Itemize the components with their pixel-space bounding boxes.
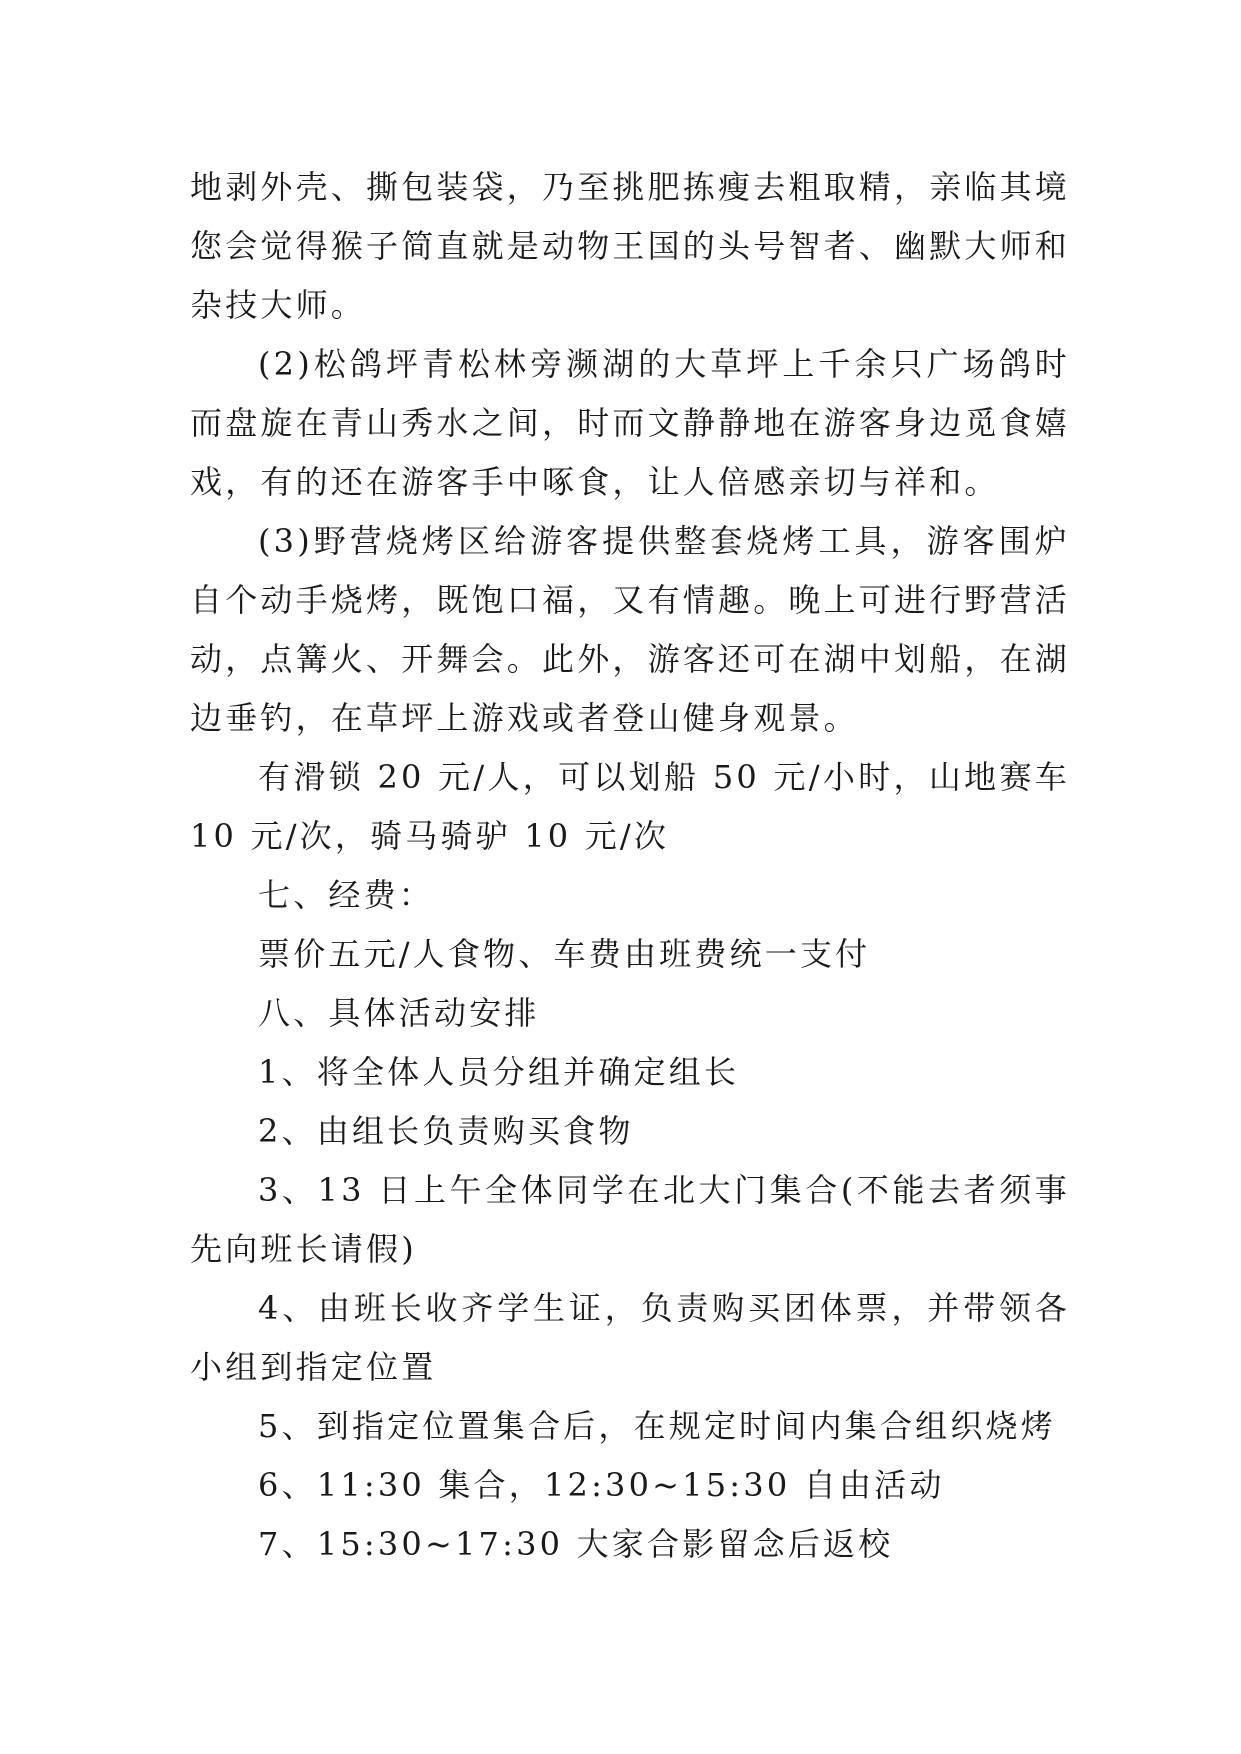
schedule-item-3: 3、13 日上午全体同学在北大门集合(不能去者须事先向班长请假) bbox=[190, 1171, 1070, 1268]
paragraph-bbq-area: (3)野营烧烤区给游客提供整套烧烤工具，游客围炉自个动手烧烤，既饱口福，又有情趣。晚上可进行野营活动，点篝火、开舞会。此外，游客还可在湖中划船，在湖边垂钓，在草坪上游戏或者登山健身观景。 bbox=[190, 522, 1071, 737]
schedule-item-4: 4、由班长收齐学生证，负责购买团体票，并带领各小组到指定位置 bbox=[190, 1289, 1070, 1386]
schedule-item-1: 1、将全体人员分组并确定组长 bbox=[258, 1053, 740, 1091]
paragraph-pigeon-lawn: (2)松鸽坪青松林旁濒湖的大草坪上千余只广场鸽时而盘旋在青山秀水之间，时而文静静地在游客身边觅食嬉戏，有的还在游客手中啄食，让人倍感亲切与祥和。 bbox=[190, 345, 1071, 501]
document-body bbox=[190, 158, 1070, 1574]
paragraph-activity-prices: 有滑锁 20 元/人，可以划船 50 元/小时，山地赛车 10 元/次，骑马骑驴 10 元/次 bbox=[190, 758, 1070, 855]
schedule-item-7: 7、15:30~17:30 大家合影留念后返校 bbox=[258, 1525, 894, 1563]
section-heading-schedule: 八、具体活动安排 bbox=[258, 994, 540, 1032]
schedule-item-2: 2、由组长负责购买食物 bbox=[258, 1112, 634, 1150]
schedule-item-6: 6、11:30 集合，12:30~15:30 自由活动 bbox=[258, 1466, 945, 1504]
schedule-item-5: 5、到指定位置集合后，在规定时间内集合组织烧烤 bbox=[258, 1407, 1056, 1445]
paragraph-funding-detail: 票价五元/人食物、车费由班费统一支付 bbox=[258, 935, 871, 973]
section-heading-funding: 七、经费： bbox=[258, 876, 435, 914]
paragraph-monkey-intro-end: 地剥外壳、撕包装袋，乃至挑肥拣瘦去粗取精，亲临其境您会觉得猴子简直就是动物王国的头号智者、幽默大师和杂技大师。 bbox=[190, 168, 1071, 324]
